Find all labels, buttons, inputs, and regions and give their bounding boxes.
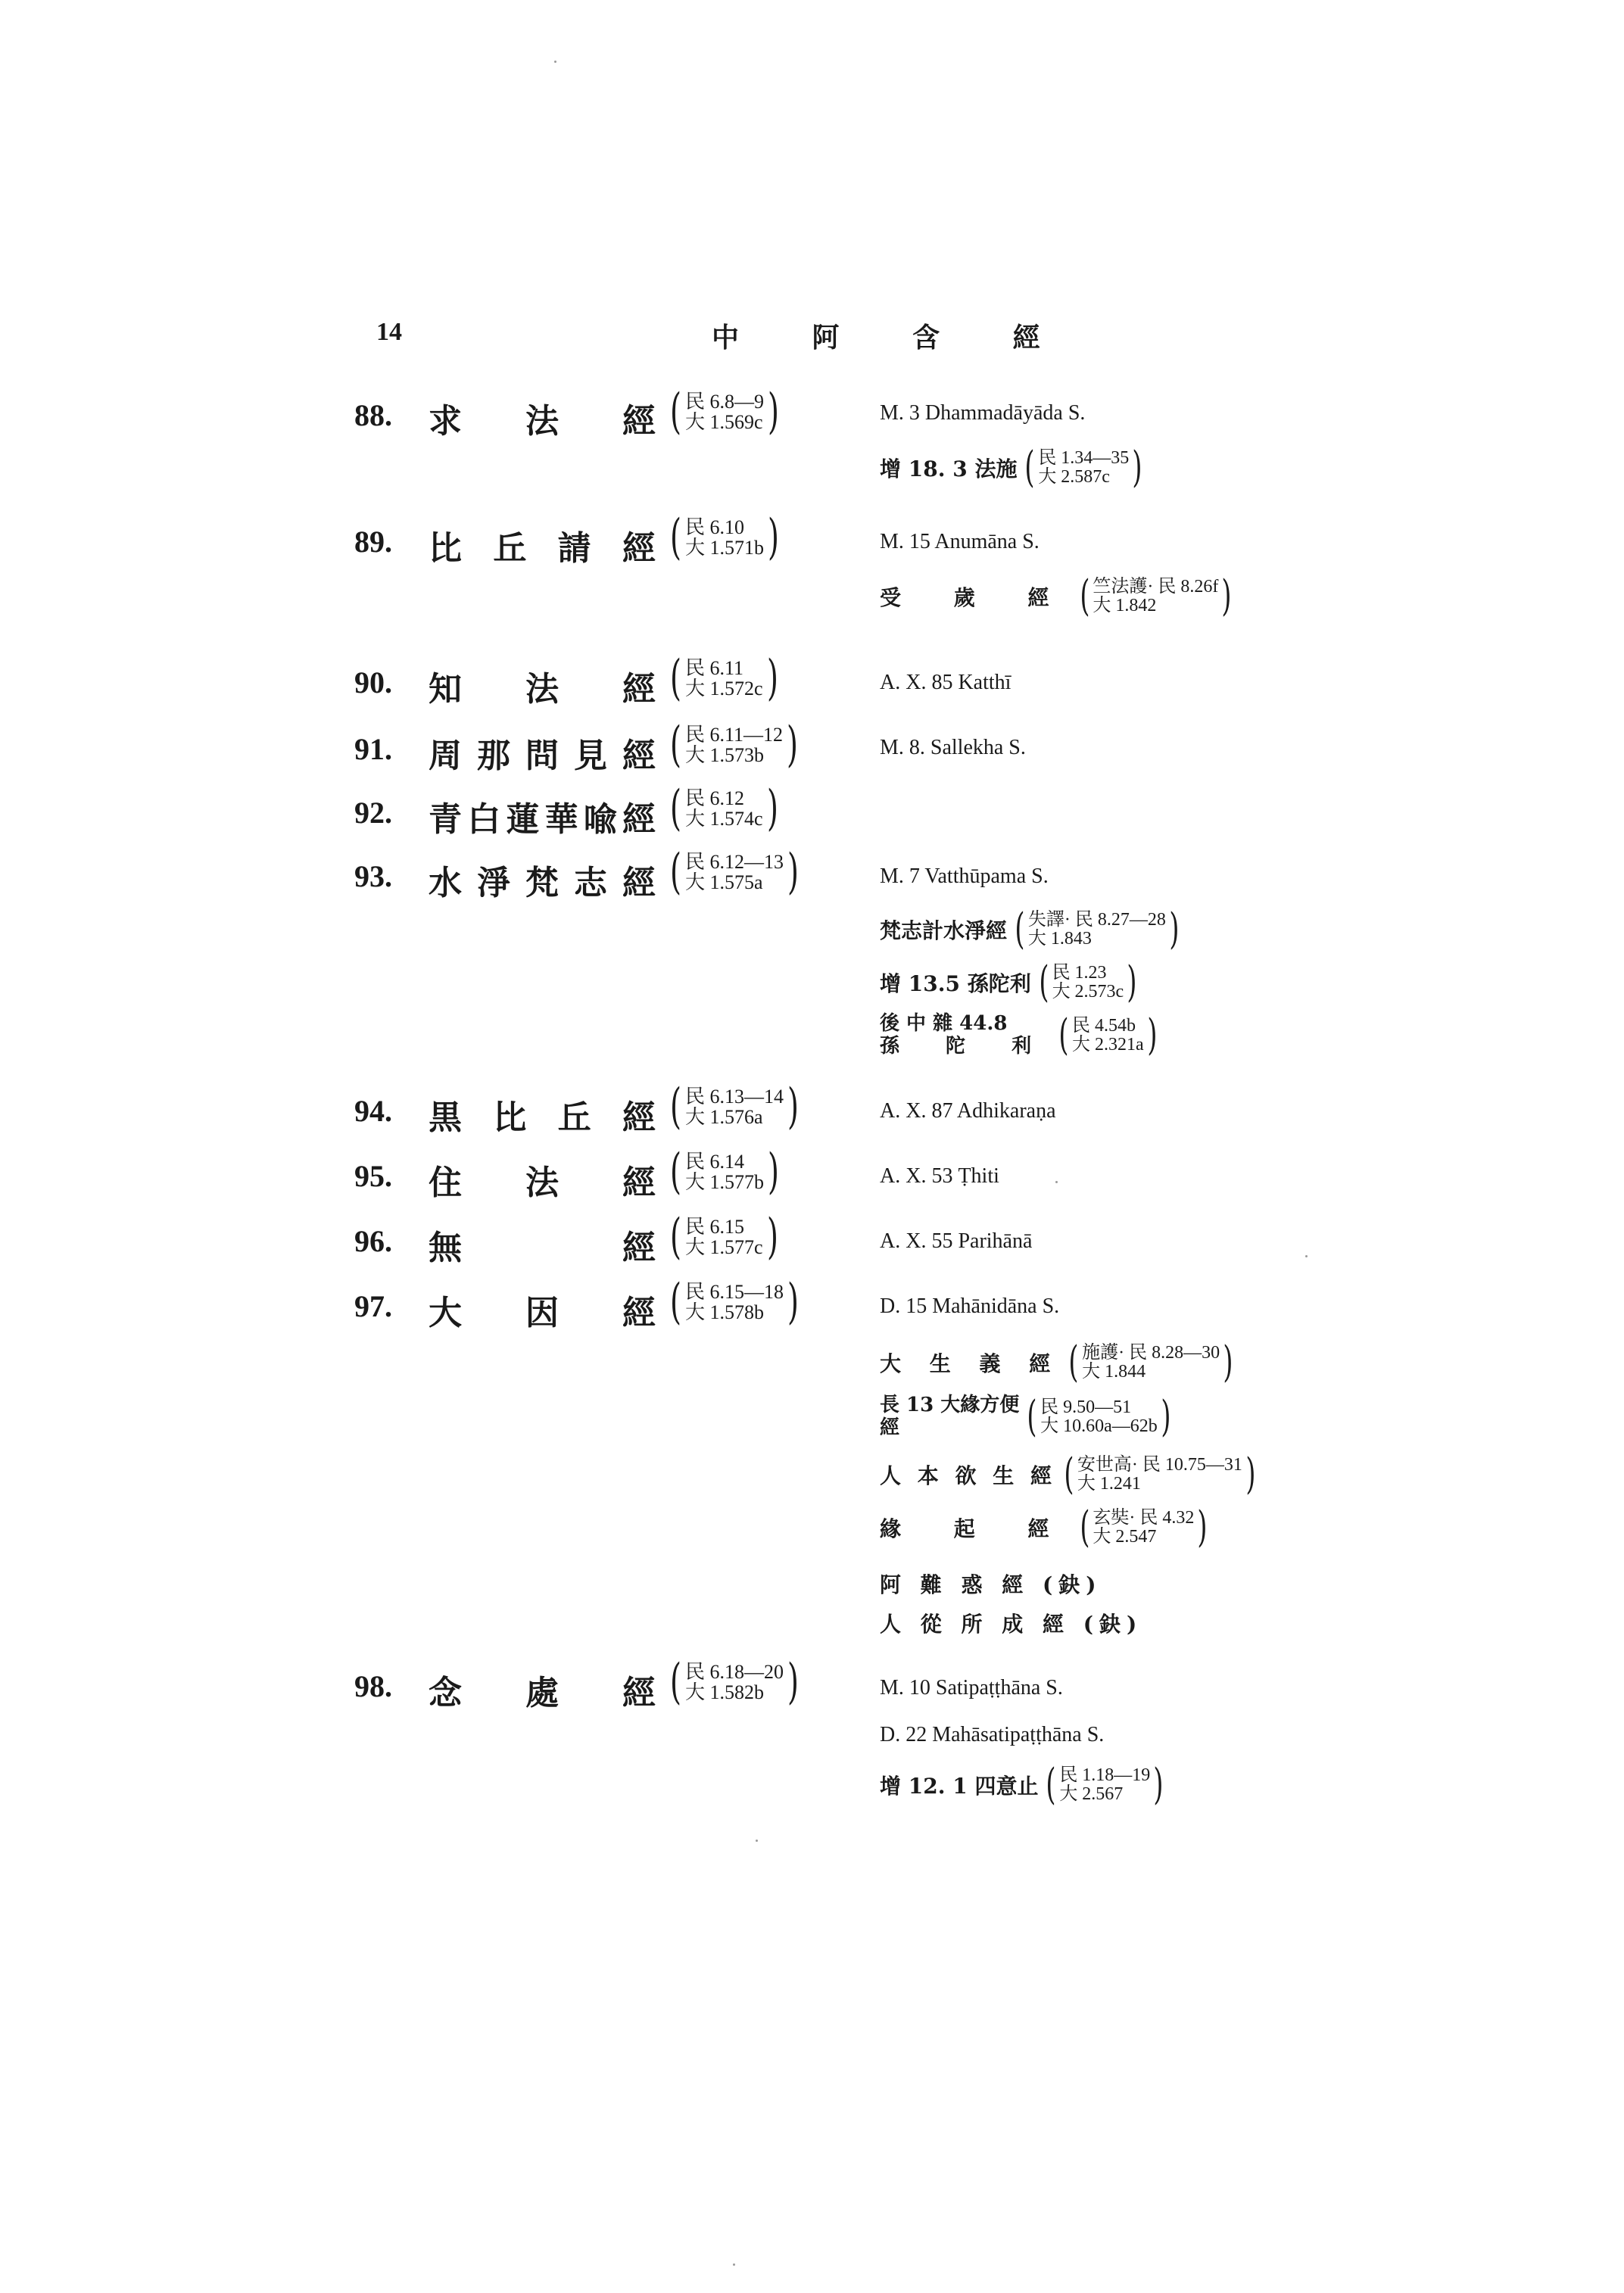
title-char: 經 bbox=[622, 1294, 656, 1332]
ref-line: 大 1.571b bbox=[684, 537, 764, 559]
sutra-number: 92. bbox=[354, 796, 392, 830]
sutra-title bbox=[429, 1285, 656, 1334]
sutra-number: 91. bbox=[354, 732, 392, 766]
title-char: 黒 bbox=[429, 1098, 462, 1137]
edition-reference: ( 民 6.15—18 大 1.578b ) bbox=[669, 1274, 799, 1330]
title-char: 丘 bbox=[493, 529, 527, 568]
sutra-title bbox=[429, 521, 656, 569]
parallel-label: 阿 難 惑 經 (鈌) bbox=[880, 1572, 1102, 1597]
title-char: 因 bbox=[525, 1294, 559, 1332]
scan-speck bbox=[554, 61, 556, 63]
title-char: 經 bbox=[622, 1164, 656, 1202]
title-char: 經 bbox=[622, 1098, 656, 1137]
ref-line: 民 6.14 bbox=[684, 1150, 744, 1173]
pali-parallel: D. 22 Mahāsatipaṭṭhāna S. bbox=[880, 1723, 1105, 1746]
parallel-label: 增 13.5 孫陀利 bbox=[880, 971, 1031, 996]
title-char: 大 bbox=[429, 1294, 462, 1332]
pali-parallel: D. 15 Mahānidāna S. bbox=[880, 1294, 1060, 1318]
title-char: 問 bbox=[525, 737, 559, 775]
running-title: 中 阿 含 經 bbox=[712, 322, 1072, 354]
ref-line: 民 1.18—19 bbox=[1059, 1765, 1151, 1785]
title-char: 白 bbox=[467, 800, 501, 839]
title-char: 經 bbox=[622, 402, 656, 441]
ref-line: 大 2.567 bbox=[1059, 1784, 1124, 1804]
title-char: 處 bbox=[525, 1674, 559, 1712]
edition-reference: ( 民 6.11—12 大 1.573b ) bbox=[669, 717, 798, 773]
title-char: 喩 bbox=[583, 800, 617, 839]
pali-parallel: M. 10 Satipaṭṭhāna S. bbox=[880, 1676, 1063, 1699]
parallel-label: 梵志計水淨經 bbox=[880, 918, 1008, 943]
ref-line: 大 2.573c bbox=[1052, 982, 1124, 1002]
title-char: 水 bbox=[429, 864, 462, 902]
ref-line: 大 10.60a—62b bbox=[1040, 1416, 1158, 1436]
sutra-title bbox=[429, 1090, 656, 1139]
parallel-label: 受 歲 經 bbox=[880, 585, 1072, 610]
pali-parallel: A. X. 53 Ṭhiti bbox=[880, 1164, 999, 1188]
title-char: 志 bbox=[574, 864, 607, 902]
chinese-parallel: 受 歲 經 ( 竺法護· 民 8.26f 大 1.842 ) bbox=[880, 572, 1232, 621]
sutra-number: 95. bbox=[354, 1159, 392, 1193]
sutra-number: 98. bbox=[354, 1669, 392, 1703]
ref-line: 竺法護· 民 8.26f bbox=[1093, 576, 1219, 597]
parallel-label: 大 生 義 經 bbox=[880, 1351, 1061, 1376]
title-char: 見 bbox=[574, 737, 607, 775]
edition-reference: ( 民 6.15 大 1.577c ) bbox=[669, 1209, 778, 1265]
ref-line: 大 1.577b bbox=[684, 1171, 764, 1193]
title-char: 法 bbox=[525, 1164, 559, 1202]
sutra-number: 97. bbox=[354, 1289, 392, 1323]
ref-line: 大 2.547 bbox=[1093, 1527, 1157, 1547]
sutra-title bbox=[429, 728, 656, 777]
title-char: 求 bbox=[429, 402, 462, 441]
edition-reference: ( 民 6.13—14 大 1.576a ) bbox=[669, 1079, 799, 1135]
title-char: 無 bbox=[429, 1229, 462, 1267]
parallel-label: 增 18. 3 法施 bbox=[880, 456, 1018, 481]
ref-line: 安世高· 民 10.75—31 bbox=[1077, 1454, 1242, 1475]
title-char: 青 bbox=[429, 800, 462, 839]
pali-parallel: M. 8. Sallekha S. bbox=[880, 736, 1026, 759]
title-char: 知 bbox=[429, 670, 462, 709]
title-char: 那 bbox=[477, 737, 510, 775]
title-char: 華 bbox=[544, 800, 578, 839]
scan-speck bbox=[733, 2263, 735, 2266]
title-char: 法 bbox=[525, 670, 559, 709]
sutra-number: 94. bbox=[354, 1094, 392, 1128]
sutra-number: 93. bbox=[354, 859, 392, 893]
title-char: 住 bbox=[429, 1164, 462, 1202]
pali-parallel: A. X. 55 Parihānā bbox=[880, 1229, 1033, 1253]
ref-line: 民 6.18—20 bbox=[684, 1660, 784, 1683]
chinese-parallel bbox=[880, 1608, 1142, 1638]
parallel-label: 緣 起 經 bbox=[880, 1516, 1072, 1541]
ref-line: 大 1.842 bbox=[1093, 596, 1157, 615]
title-char: 經 bbox=[622, 1674, 656, 1712]
title-char: 經 bbox=[622, 670, 656, 709]
ref-line: 民 9.50—51 bbox=[1040, 1397, 1132, 1417]
title-char: 請 bbox=[557, 529, 591, 568]
title-char: 蓮 bbox=[506, 800, 540, 839]
chinese-parallel: 後 中 雜 44.8 孫 陀 利 ( 民 4.54b 大 2.321a ) bbox=[880, 1010, 1158, 1060]
ref-line: 大 2.321a bbox=[1071, 1034, 1144, 1055]
title-char: 比 bbox=[493, 1098, 527, 1137]
sutra-number: 89. bbox=[354, 525, 392, 559]
chinese-parallel: 增 13.5 孫陀利 ( 民 1.23 大 2.573c ) bbox=[880, 958, 1137, 1007]
parallel-label: 增 12. 1 四意止 bbox=[880, 1774, 1039, 1799]
page-number: 14 bbox=[376, 318, 402, 346]
pali-parallel: M. 3 Dhammadāyāda S. bbox=[880, 401, 1086, 425]
title-char: 周 bbox=[429, 737, 462, 775]
ref-line: 大 1.573b bbox=[684, 744, 764, 766]
ref-line: 失譯· 民 8.27—28 bbox=[1027, 909, 1166, 930]
parallel-label: 人 從 所 成 經 (鈌) bbox=[880, 1612, 1143, 1637]
ref-line: 民 6.13—14 bbox=[684, 1085, 784, 1108]
title-char: 比 bbox=[429, 529, 462, 568]
parallel-label: 經 bbox=[880, 1416, 900, 1439]
sutra-title bbox=[429, 855, 656, 904]
ref-line: 大 1.843 bbox=[1027, 929, 1092, 949]
ref-line: 民 4.54b bbox=[1071, 1015, 1136, 1036]
edition-reference: ( 民 6.14 大 1.577b ) bbox=[669, 1144, 779, 1200]
pali-parallel: M. 7 Vatthūpama S. bbox=[880, 865, 1049, 888]
chinese-parallel bbox=[880, 1569, 1102, 1599]
sutra-title bbox=[429, 1220, 656, 1269]
ref-line: 大 1.577c bbox=[684, 1236, 763, 1258]
edition-reference: ( 民 6.12 大 1.574c ) bbox=[669, 780, 778, 837]
ref-line: 大 1.569c bbox=[684, 411, 763, 433]
parallel-label: 人 本 欲 生 經 bbox=[880, 1463, 1056, 1488]
parallel-label: 後 中 雜 44.8 bbox=[880, 1012, 1008, 1035]
ref-line: 民 6.12 bbox=[684, 787, 744, 809]
ref-line: 民 6.10 bbox=[684, 516, 744, 538]
ref-line: 民 6.15 bbox=[684, 1215, 744, 1238]
pali-parallel: M. 15 Anumāna S. bbox=[880, 530, 1040, 553]
sutra-title bbox=[429, 394, 656, 442]
chinese-parallel: 增 18. 3 法施 ( 民 1.34—35 大 2.587c ) bbox=[880, 443, 1142, 492]
pali-parallel: A. X. 87 Adhikaraṇa bbox=[880, 1099, 1056, 1123]
scan-speck bbox=[756, 1840, 758, 1842]
chinese-parallel: 增 12. 1 四意止 ( 民 1.18—19 大 2.567 ) bbox=[880, 1760, 1164, 1809]
ref-line: 玄奘· 民 4.32 bbox=[1093, 1507, 1195, 1528]
title-char: 法 bbox=[525, 402, 559, 441]
ref-line: 民 6.15—18 bbox=[684, 1280, 784, 1303]
edition-reference: ( 民 6.10 大 1.571b ) bbox=[669, 509, 779, 565]
title-char: 丘 bbox=[557, 1098, 591, 1137]
scan-speck bbox=[1055, 1181, 1058, 1183]
ref-line: 民 6.8—9 bbox=[684, 390, 764, 413]
title-char: 經 bbox=[622, 800, 656, 839]
ref-line: 大 1.578b bbox=[684, 1301, 764, 1323]
chinese-parallel: 梵志計水淨經 ( 失譯· 民 8.27—28 大 1.843 ) bbox=[880, 905, 1180, 954]
chinese-parallel: 長 13 大緣方便 經 ( 民 9.50—51 大 10.60a—62b ) bbox=[880, 1391, 1171, 1441]
ref-line: 大 1.241 bbox=[1077, 1474, 1141, 1494]
pali-parallel: A. X. 85 Katthī bbox=[880, 671, 1011, 694]
sutra-title bbox=[429, 1665, 656, 1714]
title-char: 經 bbox=[622, 864, 656, 902]
sutra-title bbox=[429, 792, 656, 840]
ref-line: 大 1.572c bbox=[684, 678, 763, 699]
sutra-number: 88. bbox=[354, 398, 392, 432]
ref-line: 施護· 民 8.28—30 bbox=[1082, 1342, 1220, 1363]
sutra-number: 96. bbox=[354, 1224, 392, 1258]
ref-line: 大 1.574c bbox=[684, 808, 763, 830]
title-char: 梵 bbox=[525, 864, 559, 902]
ref-line: 民 6.11—12 bbox=[684, 723, 784, 746]
parallel-label: 孫 陀 利 bbox=[880, 1034, 1052, 1058]
ref-line: 大 1.582b bbox=[684, 1681, 764, 1703]
ref-line: 大 1.575a bbox=[684, 871, 763, 893]
title-char: 念 bbox=[429, 1674, 462, 1712]
ref-line: 民 1.23 bbox=[1052, 962, 1107, 983]
sutra-title bbox=[429, 662, 656, 710]
edition-reference: ( 民 6.18—20 大 1.582b ) bbox=[669, 1654, 799, 1710]
ref-line: 大 1.844 bbox=[1082, 1362, 1146, 1382]
ref-line: 民 6.11 bbox=[684, 656, 744, 679]
chinese-parallel: 緣 起 經 ( 玄奘· 民 4.32 大 2.547 ) bbox=[880, 1503, 1208, 1552]
parallel-label: 長 13 大緣方便 bbox=[880, 1394, 1020, 1416]
title-char: 經 bbox=[622, 737, 656, 775]
chinese-parallel: 大 生 義 經 ( 施護· 民 8.28—30 大 1.844 ) bbox=[880, 1338, 1233, 1387]
edition-reference: ( 民 6.8—9 大 1.569c ) bbox=[669, 384, 779, 440]
ref-line: 民 6.12—13 bbox=[684, 850, 784, 873]
sutra-number: 90. bbox=[354, 665, 392, 699]
title-char: 淨 bbox=[477, 864, 510, 902]
edition-reference: ( 民 6.11 大 1.572c ) bbox=[669, 650, 778, 706]
chinese-parallel: 人 本 欲 生 經 ( 安世高· 民 10.75—31 大 1.241 ) bbox=[880, 1450, 1256, 1499]
title-char: 經 bbox=[622, 529, 656, 568]
ref-line: 大 1.576a bbox=[684, 1106, 763, 1128]
ref-line: 大 2.587c bbox=[1038, 467, 1110, 487]
edition-reference: ( 民 6.12—13 大 1.575a ) bbox=[669, 844, 799, 900]
title-char: 經 bbox=[622, 1229, 656, 1267]
scan-speck bbox=[1305, 1255, 1308, 1257]
ref-line: 民 1.34—35 bbox=[1038, 447, 1130, 468]
sutra-title bbox=[429, 1155, 656, 1204]
